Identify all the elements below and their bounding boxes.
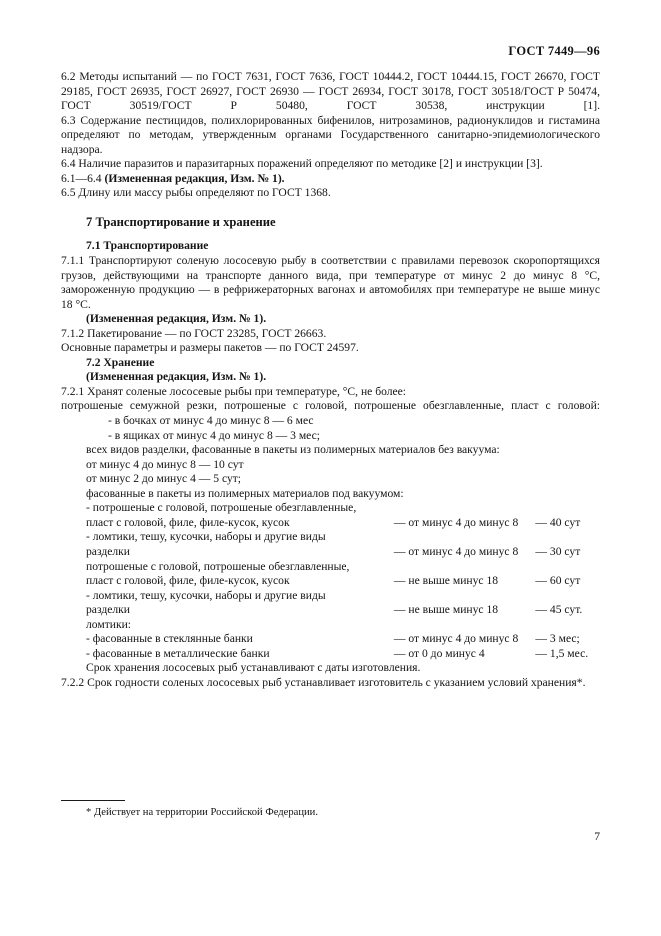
storage-group-1-title: потрошеные семужной резки, потрошеные с головой, потрошеные обезглавленные, пласт с головой: bbox=[61, 399, 600, 413]
row-label: пласт с головой, филе, филе-кусок, кусок bbox=[86, 574, 290, 588]
row-temperature: — не выше минус 18 bbox=[393, 603, 499, 617]
row-term: — 40 сут bbox=[535, 515, 581, 529]
row-temperature bbox=[394, 501, 536, 516]
storage-group-3-title: фасованные в пакеты из полимерных материалов под вакуумом: bbox=[86, 486, 404, 500]
clause-7-1-1-revision-note: (Измененная редакция, Изм. № 1). bbox=[86, 312, 267, 326]
table-row bbox=[61, 632, 600, 647]
row-temperature: — от минус 4 до минус 8 bbox=[393, 515, 519, 529]
row-label: - потрошеные с головой, потрошеные обезглавленные, bbox=[86, 501, 357, 515]
revision-note-text: (Измененная редакция, Изм. № 1). bbox=[104, 171, 285, 185]
storage-terms-table bbox=[61, 501, 600, 661]
row-term bbox=[535, 530, 600, 545]
clause-6-4: 6.4 Наличие паразитов и паразитарных поражений определяют по методике [2] и инструкции [3]. bbox=[61, 157, 543, 171]
row-label: - фасованные в металлические банки bbox=[86, 646, 270, 660]
storage-group-2-row-2: от минус 2 до минус 4 — 5 сут; bbox=[86, 472, 242, 486]
storage-group-2-row-1: от минус 4 до минус 8 — 10 сут bbox=[86, 457, 244, 471]
table-row bbox=[61, 647, 600, 662]
clause-7-2-1-intro: 7.2.1 Хранят соленые лососевые рыбы при температуре, °С, не более: bbox=[61, 384, 407, 398]
section-7-heading-wrapper bbox=[61, 201, 600, 240]
table-row bbox=[61, 603, 600, 618]
table-row bbox=[61, 501, 600, 516]
row-term bbox=[535, 618, 600, 633]
clause-6-5: 6.5 Длину или массу рыбы определяют по ГОСТ 1368. bbox=[61, 186, 331, 200]
row-term: — 3 мес; bbox=[535, 632, 580, 646]
row-temperature: — от минус 4 до минус 8 bbox=[393, 632, 519, 646]
page-header-standard-number: ГОСТ 7449—96 bbox=[508, 44, 600, 58]
row-label: - ломтики, тешу, кусочки, наборы и другие виды bbox=[86, 530, 326, 544]
table-row bbox=[61, 560, 600, 575]
row-term: — 1,5 мес. bbox=[535, 646, 589, 660]
row-term bbox=[535, 589, 600, 604]
footnote-separator-rule bbox=[61, 800, 125, 801]
row-temperature: — не выше минус 18 bbox=[393, 574, 499, 588]
row-temperature bbox=[394, 618, 536, 633]
table-row bbox=[61, 574, 600, 589]
row-label: потрошеные с головой, потрошеные обезглавленные, bbox=[86, 559, 350, 573]
row-term bbox=[535, 560, 600, 575]
revision-note-range: 6.1—6.4 bbox=[61, 171, 105, 185]
section-7-heading: 7 Транспортирование и хранение bbox=[86, 214, 276, 229]
storage-group-1-row-1: - в бочках от минус 4 до минус 8 — 6 мес bbox=[108, 414, 314, 428]
row-term: — 30 сут bbox=[535, 544, 581, 558]
storage-terms-table-body bbox=[61, 501, 600, 661]
table-row bbox=[61, 516, 600, 531]
clause-6-1-6-4-revision-note bbox=[61, 172, 600, 187]
row-label: разделки bbox=[86, 603, 130, 617]
row-temperature: — от 0 до минус 4 bbox=[393, 646, 485, 660]
page-number: 7 bbox=[594, 830, 600, 843]
row-label: пласт с головой, филе, филе-кусок, кусок bbox=[86, 515, 290, 529]
subsection-7-2-revision-note: (Измененная редакция, Изм. № 1). bbox=[86, 370, 267, 384]
storage-group-1-row-2: - в ящиках от минус 4 до минус 8 — 3 мес; bbox=[108, 428, 320, 442]
clause-6-2: 6.2 Методы испытаний — по ГОСТ 7631, ГОСТ 7636, ГОСТ 10444.2, ГОСТ 10444.15, ГОСТ 26670, ГОСТ 29185, ГОСТ 26935, ГОСТ 26927, ГОСТ 26930 — ГОСТ 26934, ГОСТ 30178, ГОСТ 30518/ГОСТ Р 50474, ГОСТ 30519/ГОСТ Р 50480, ГОСТ 30538, инструкции [1]. bbox=[61, 70, 600, 113]
row-term: — 45 сут. bbox=[535, 603, 583, 617]
subsection-7-1-heading: 7.1 Транспортирование bbox=[86, 239, 209, 253]
table-row bbox=[61, 530, 600, 545]
storage-period-note: Срок хранения лососевых рыб устанавливают с даты изготовления. bbox=[86, 661, 421, 675]
footnote-text: * Действует на территории Российской Федерации. bbox=[86, 807, 319, 818]
table-row bbox=[61, 618, 600, 633]
row-temperature bbox=[394, 589, 536, 604]
row-label: ломтики: bbox=[86, 617, 132, 631]
row-label: разделки bbox=[86, 544, 130, 558]
row-temperature bbox=[394, 530, 536, 545]
row-temperature: — от минус 4 до минус 8 bbox=[393, 544, 519, 558]
row-label: - фасованные в стеклянные банки bbox=[86, 632, 253, 646]
clause-7-2-2: 7.2.2 Срок годности соленых лососевых рыб устанавливает изготовитель с указанием условий хранения*. bbox=[61, 675, 586, 689]
row-term bbox=[535, 501, 600, 516]
clause-7-1-2: 7.1.2 Пакетирование — по ГОСТ 23285, ГОСТ 26663. bbox=[61, 326, 327, 340]
table-row bbox=[61, 589, 600, 604]
subsection-7-2-heading: 7.2 Хранение bbox=[86, 355, 155, 369]
clause-6-3: 6.3 Содержание пестицидов, полихлорированных бифенилов, нитрозаминов, радионуклидов и гистамина определяют по методам, утвержденным органами Государственного санитарно-эпидемиологического надзора. bbox=[61, 113, 600, 156]
clause-7-1-2-parameters: Основные параметры и размеры пакетов — по ГОСТ 24597. bbox=[61, 341, 359, 355]
row-label: - ломтики, тешу, кусочки, наборы и другие виды bbox=[86, 588, 326, 602]
table-row bbox=[61, 545, 600, 560]
row-temperature bbox=[394, 560, 536, 575]
clause-7-1-1: 7.1.1 Транспортируют соленую лососевую рыбу в соответствии с правилами перевозок скоропортящихся грузов, действующими на транспорте данного вида, при температуре от минус 2 до минус 8 °С, замороженную продукцию — в рефрижераторных вагонах и автомобилях при температуре не выше минус 18 °С. bbox=[61, 254, 600, 311]
document-body bbox=[61, 70, 600, 690]
row-term: — 60 сут bbox=[535, 574, 581, 588]
storage-group-2-title: всех видов разделки, фасованные в пакеты из полимерных материалов без вакуума: bbox=[86, 443, 500, 457]
